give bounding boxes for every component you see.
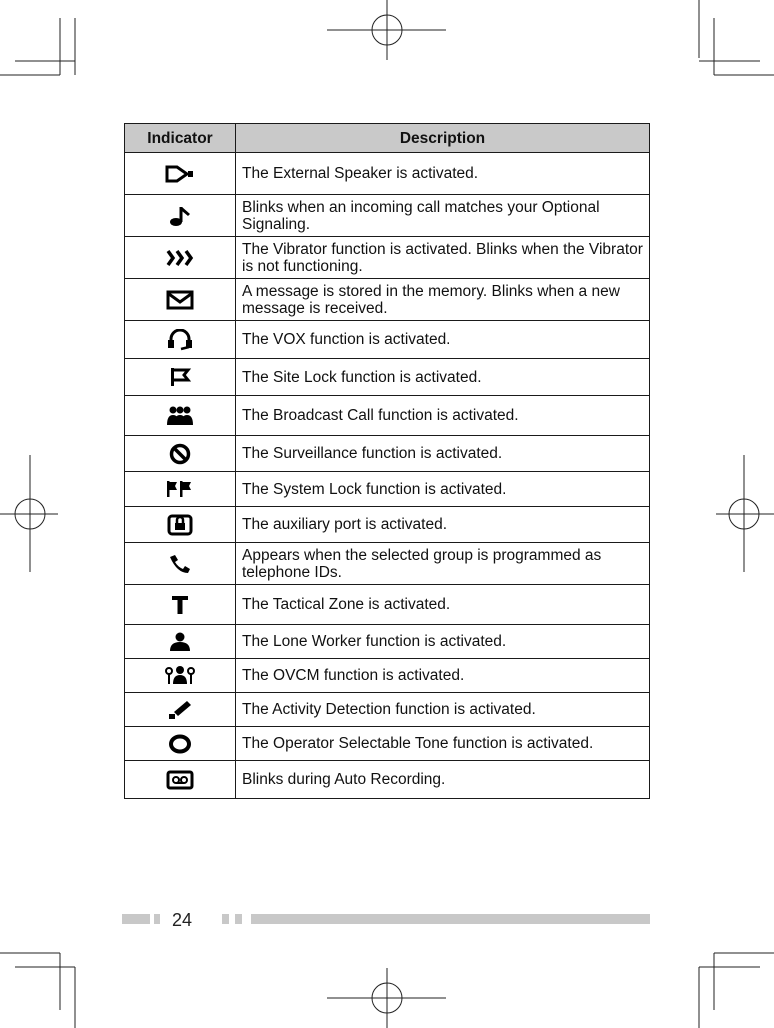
table-row bbox=[125, 472, 650, 507]
external-speaker-icon bbox=[165, 164, 195, 184]
lone-worker-icon bbox=[167, 631, 193, 653]
row-description: Blinks when an incoming call matches your Optional Signaling. bbox=[236, 195, 650, 237]
site-lock-flag-icon bbox=[168, 366, 192, 388]
footer-bar bbox=[0, 905, 774, 935]
table-row bbox=[125, 436, 650, 472]
headset-icon bbox=[167, 329, 193, 351]
row-description: Appears when the selected group is programmed as telephone IDs. bbox=[236, 543, 650, 585]
activity-pen-icon bbox=[167, 699, 193, 721]
indicator-column-header: Indicator bbox=[125, 124, 236, 153]
table-row bbox=[125, 585, 650, 625]
row-description: The Tactical Zone is activated. bbox=[236, 585, 650, 625]
vibrator-icon bbox=[165, 248, 195, 268]
table-row bbox=[125, 727, 650, 761]
row-description: The VOX function is activated. bbox=[236, 321, 650, 359]
row-description: The Activity Detection function is activated. bbox=[236, 693, 650, 727]
envelope-icon bbox=[166, 289, 194, 311]
page-number: 24 bbox=[172, 910, 193, 930]
table-row bbox=[125, 396, 650, 436]
row-description: The OVCM function is activated. bbox=[236, 659, 650, 693]
double-flag-icon bbox=[165, 479, 195, 499]
auxiliary-port-icon bbox=[167, 514, 193, 536]
music-note-icon bbox=[168, 205, 192, 227]
indicator-table bbox=[124, 123, 650, 799]
row-description: The Operator Selectable Tone function is activated. bbox=[236, 727, 650, 761]
telephone-handset-icon bbox=[167, 553, 193, 575]
row-description: The Lone Worker function is activated. bbox=[236, 625, 650, 659]
table-row bbox=[125, 279, 650, 321]
row-description: The External Speaker is activated. bbox=[236, 153, 650, 195]
footer-bar-right-block bbox=[251, 914, 650, 924]
ring-o-icon bbox=[167, 733, 193, 755]
row-description: Blinks during Auto Recording. bbox=[236, 761, 650, 799]
footer-bar-tick-2 bbox=[235, 914, 242, 924]
table-row bbox=[125, 625, 650, 659]
ovcm-group-icon bbox=[164, 665, 196, 687]
table-row bbox=[125, 761, 650, 799]
footer-bar-left-tick bbox=[154, 914, 160, 924]
row-description: A message is stored in the memory. Blinks when a new message is received. bbox=[236, 279, 650, 321]
table-row bbox=[125, 659, 650, 693]
row-description: The Surveillance function is activated. bbox=[236, 436, 650, 472]
table-row bbox=[125, 195, 650, 237]
cassette-tape-icon bbox=[166, 769, 194, 791]
table-row bbox=[125, 321, 650, 359]
table-header-row bbox=[125, 124, 650, 153]
prohibited-circle-icon bbox=[168, 443, 192, 465]
footer-bar-tick-1 bbox=[222, 914, 229, 924]
row-description: The Site Lock function is activated. bbox=[236, 359, 650, 396]
row-description: The Broadcast Call function is activated. bbox=[236, 396, 650, 436]
row-description: The auxiliary port is activated. bbox=[236, 507, 650, 543]
row-description: The System Lock function is activated. bbox=[236, 472, 650, 507]
broadcast-group-icon bbox=[165, 405, 195, 427]
table-row bbox=[125, 507, 650, 543]
description-column-header: Description bbox=[236, 124, 650, 153]
table-row bbox=[125, 359, 650, 396]
table-row bbox=[125, 153, 650, 195]
table-row bbox=[125, 237, 650, 279]
table-row bbox=[125, 543, 650, 585]
letter-t-icon bbox=[169, 594, 191, 616]
table-row bbox=[125, 693, 650, 727]
row-description: The Vibrator function is activated. Blinks when the Vibrator is not functioning. bbox=[236, 237, 650, 279]
footer-bar-left-block bbox=[122, 914, 150, 924]
